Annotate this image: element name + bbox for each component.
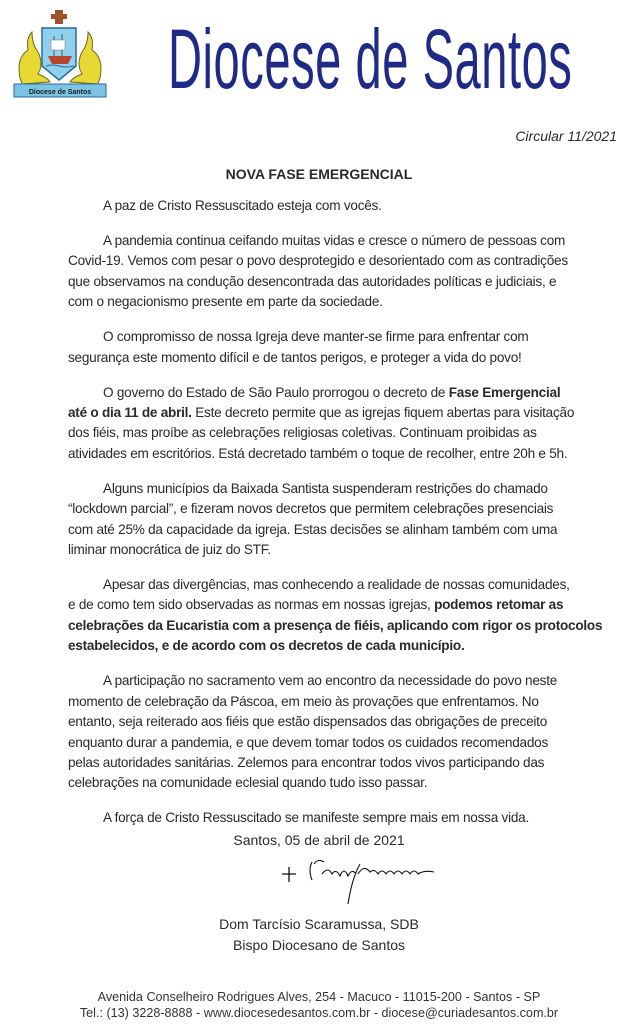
text-line <box>68 616 603 636</box>
text-line <box>68 692 598 712</box>
text-segment: entanto, seja reiterado aos fiéis que estão dispensados das obrigações de preceito <box>68 714 548 730</box>
text-segment: atividades em escritórios. Está decretado também o toque de recolher, entre 20h e 5h. <box>68 445 568 461</box>
text-segment: A força de Cristo Ressuscitado se manifeste sempre mais em nossa vida. <box>103 810 529 826</box>
text-line <box>68 636 598 656</box>
text-line <box>68 520 598 540</box>
text-line <box>68 540 598 560</box>
text-line <box>68 733 598 753</box>
paragraph <box>68 327 598 368</box>
text-segment: A participação no sacramento vem ao encontro da necessidade do povo neste <box>103 673 558 689</box>
text-segment: “lockdown parcial”, e fizeram novos decretos que permitem celebrações presenciais <box>68 501 554 517</box>
text-line <box>68 595 598 615</box>
text-line <box>68 479 598 499</box>
text-line <box>68 499 598 519</box>
text-line <box>68 327 598 347</box>
text-line <box>68 231 598 251</box>
text-segment: Este decreto permite que as igrejas fiquem abertas para visitação <box>191 405 575 421</box>
text-segment: com até 25% da capacidade da igreja. Estas decisões se alinham também com uma <box>68 521 558 537</box>
signatory-role: Bispo Diocesano de Santos <box>233 937 405 953</box>
text-line <box>68 348 598 368</box>
text-line <box>68 196 598 216</box>
paragraph <box>68 383 598 465</box>
text-line <box>68 423 598 443</box>
text-line <box>68 444 598 464</box>
text-line <box>68 671 598 691</box>
text-segment: enquanto durar a pandemia, e que devem tomar todos os cuidados recomendados <box>68 734 549 750</box>
text-line <box>68 753 598 773</box>
text-line <box>68 251 598 271</box>
text-line <box>68 403 598 423</box>
circular-number: Circular 11/2021 <box>515 128 617 144</box>
text-segment: O governo do Estado de São Paulo prorrogou o decreto de <box>103 384 449 400</box>
paragraph <box>68 575 603 657</box>
bold-text: celebrações da Eucaristia com a presença de fiéis, aplicando com rigor os protocolos <box>68 617 603 633</box>
signatory-name: Dom Tarcísio Scaramussa, SDB <box>219 916 419 932</box>
text-segment: Covid-19. Vemos com pesar o povo desprotegido e desorientado com as contradições <box>68 253 568 269</box>
letter-body <box>68 196 603 843</box>
paragraph <box>68 231 598 313</box>
text-line <box>68 773 598 793</box>
text-line <box>68 292 598 312</box>
text-segment: A pandemia continua ceifando muitas vidas e cresce o número de pessoas com <box>103 233 566 248</box>
text-segment: segurança este momento difícil e de tantos perigos, e proteger a vida do povo! <box>68 349 522 365</box>
text-segment: Apesar das divergências, mas conhecendo a realidade de nossas comunidades, <box>103 577 570 593</box>
footer-address: Avenida Conselheiro Rodrigues Alves, 254 - Macuco - 11015-200 - Santos - SP <box>97 990 541 1004</box>
text-line <box>68 808 598 828</box>
diocese-brand-title: Diocese de Santos <box>168 12 573 106</box>
footer-contact: Tel.: (13) 3228-8888 - www.diocesedesantos.com.br - diocese@curiadesantos.com.br <box>79 1006 559 1020</box>
text-segment: dos fiéis, mas proíbe as celebrações religiosas coletivas. Continuam proibidas as <box>68 425 537 441</box>
text-segment: A paz de Cristo Ressuscitado esteja com vocês. <box>103 198 382 213</box>
bold-text: Fase Emergencial <box>448 384 561 400</box>
paragraph <box>68 808 598 828</box>
text-segment: e de como tem sido observadas as normas em nossas igrejas, <box>68 597 435 613</box>
text-line <box>68 712 598 732</box>
text-segment: com o negacionismo presente em parte da sociedade. <box>68 294 383 310</box>
paragraph <box>68 671 598 793</box>
text-segment: celebrações na comunidade eclesial quando tudo isso passar. <box>68 775 428 791</box>
handwritten-signature <box>278 852 448 912</box>
place-date: Santos, 05 de abril de 2021 <box>233 832 405 848</box>
document-title: NOVA FASE EMERGENCIAL <box>225 166 413 182</box>
text-line <box>68 272 598 292</box>
text-segment: Alguns municípios da Baixada Santista suspenderam restrições do chamado <box>103 480 548 496</box>
bold-text: até o dia 11 de abril. <box>68 405 192 421</box>
text-line <box>68 575 598 595</box>
bold-text: estabelecidos, e de acordo com os decretos de cada município. <box>68 638 465 654</box>
text-segment: O compromisso de nossa Igreja deve manter-se firme para enfrentar com <box>103 329 529 345</box>
bold-text: podemos retomar as <box>434 597 564 613</box>
text-line <box>68 383 598 403</box>
diocese-coat-of-arms-logo <box>10 8 110 100</box>
text-segment: que observamos na condução desencontrada das autoridades políticas e judiciais, e <box>68 273 557 289</box>
paragraph <box>68 196 598 216</box>
paragraph <box>68 479 598 561</box>
text-segment: liminar monocrática de juiz do STF. <box>68 542 271 558</box>
text-segment: momento de celebração da Páscoa, em meio às provações que enfrentamos. No <box>68 693 539 709</box>
svg-text:Diocese de Santos: Diocese de Santos <box>28 89 92 96</box>
text-segment: pelas autoridades sanitárias. Zelemos para encontrar todos vivos participando das <box>68 754 545 770</box>
